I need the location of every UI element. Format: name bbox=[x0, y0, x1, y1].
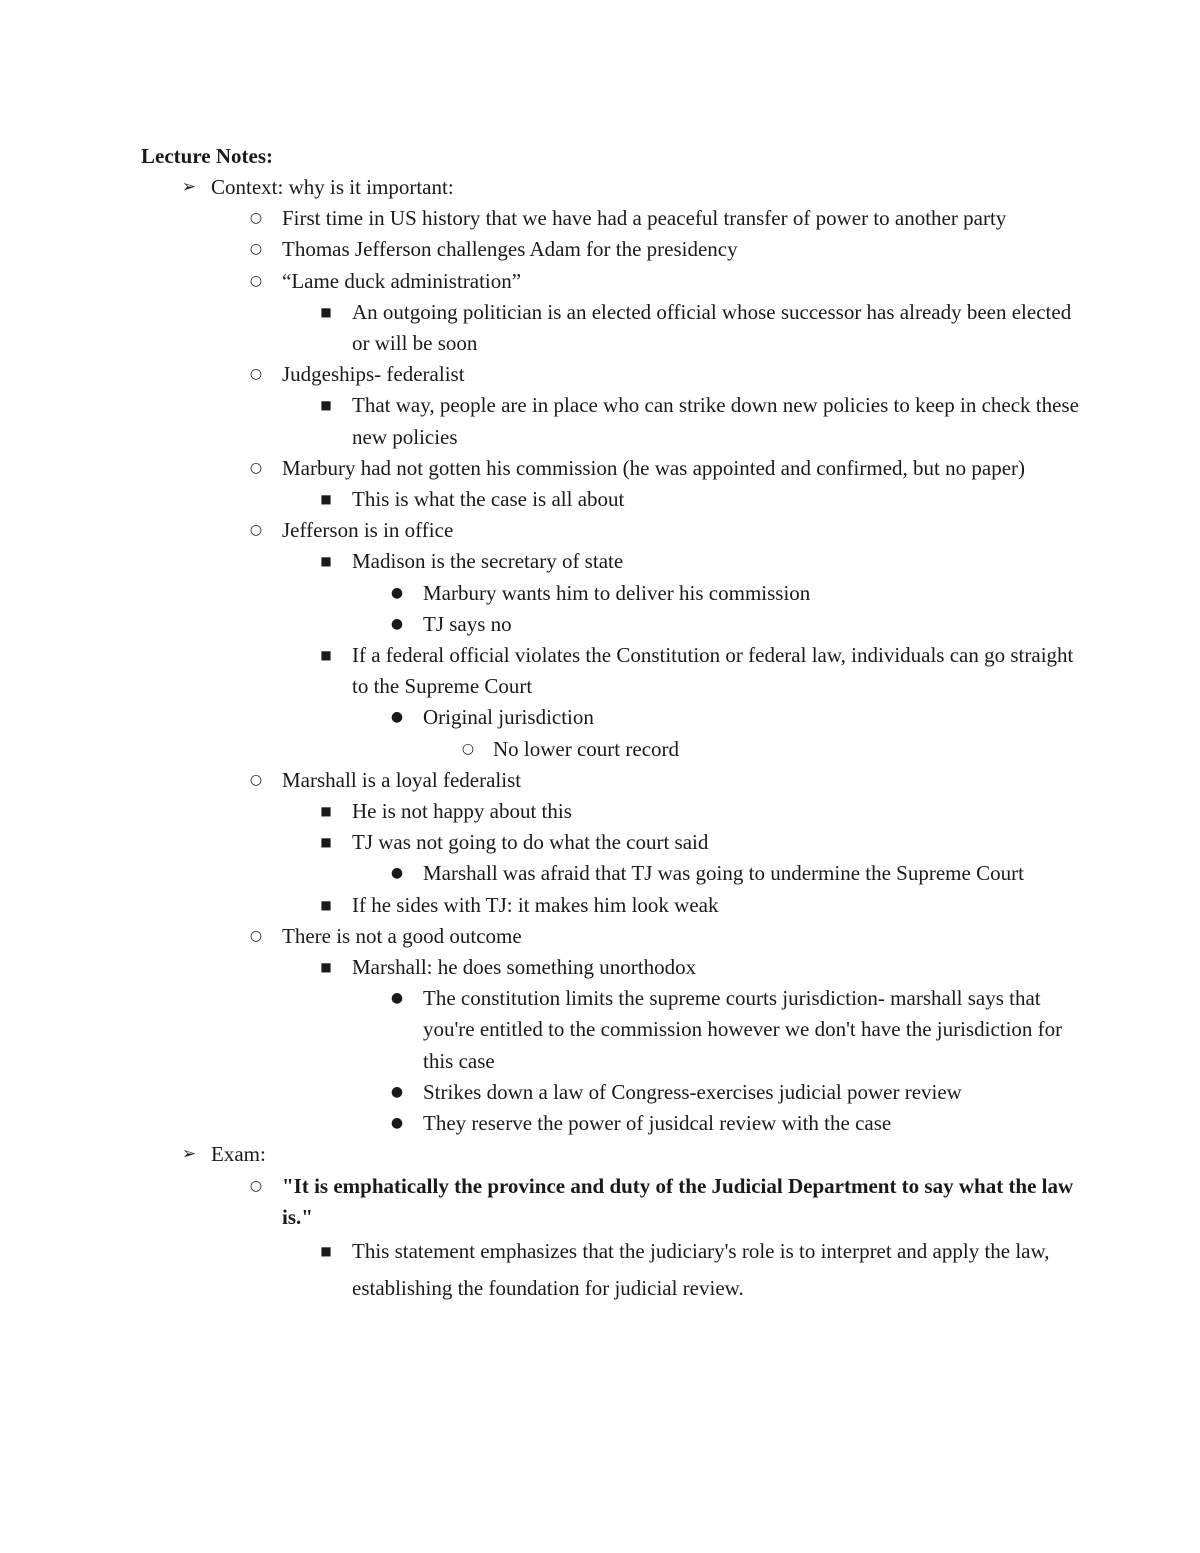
list-item bbox=[141, 484, 1081, 515]
dot-bullet-icon: ● bbox=[390, 990, 404, 1007]
circle-bullet-icon: ○ bbox=[249, 210, 263, 227]
square-bullet-icon: ■ bbox=[320, 304, 332, 319]
list-item bbox=[141, 453, 1081, 484]
circle-bullet-icon: ○ bbox=[249, 1177, 263, 1194]
list-item bbox=[141, 702, 1081, 733]
list-item-text: First time in US history that we have had a peaceful transfer of power to another party bbox=[282, 206, 1007, 231]
dot-bullet-icon: ● bbox=[390, 865, 404, 882]
square-bullet-icon: ■ bbox=[320, 897, 332, 912]
dot-bullet-icon: ● bbox=[390, 709, 404, 726]
list-item-text: If a federal official violates the Constitution or federal law, individuals can go straight to the Supreme Court bbox=[352, 643, 1074, 699]
square-bullet-icon: ■ bbox=[320, 554, 332, 569]
arrow-bullet-icon: ➢ bbox=[181, 177, 197, 197]
list-item-text: He is not happy about this bbox=[352, 799, 572, 824]
circle-bullet-icon: ○ bbox=[249, 366, 263, 383]
list-item bbox=[141, 1139, 1081, 1170]
list-item-text: An outgoing politician is an elected official whose successor has already been elected or will be soon bbox=[352, 299, 1072, 356]
list-item bbox=[141, 952, 1081, 983]
square-bullet-icon: ■ bbox=[320, 835, 332, 850]
list-item bbox=[141, 203, 1081, 234]
list-item-text: There is not a good outcome bbox=[282, 923, 522, 948]
square-bullet-icon: ■ bbox=[320, 492, 332, 507]
list-item-text: Marshall is a loyal federalist bbox=[282, 767, 522, 792]
dot-bullet-icon: ● bbox=[390, 615, 404, 632]
list-item-text: “Lame duck administration” bbox=[282, 268, 522, 293]
list-item bbox=[141, 234, 1081, 265]
list-item bbox=[141, 858, 1081, 889]
list-item bbox=[141, 734, 1081, 765]
list-item-text: Jefferson is in office bbox=[282, 518, 454, 543]
circle-bullet-icon: ○ bbox=[249, 522, 263, 539]
list-item-text: Context: why is it important: bbox=[211, 175, 454, 199]
list-item-text: If he sides with TJ: it makes him look weak bbox=[352, 892, 719, 917]
list-item bbox=[141, 515, 1081, 546]
list-item-text: The constitution limits the supreme courts jurisdiction- marshall says that you're entitled to the commission however we don't have the jurisdiction for this case bbox=[423, 986, 1063, 1073]
arrow-bullet-icon: ➢ bbox=[181, 1144, 197, 1165]
list-item-text: Strikes down a law of Congress-exercises judicial power review bbox=[423, 1079, 962, 1104]
list-item-text: No lower court record bbox=[493, 736, 680, 761]
dot-bullet-icon: ● bbox=[390, 1115, 404, 1132]
exam-quote-text: "It is emphatically the province and duty of the Judicial Department to say what the law is." bbox=[282, 1173, 1074, 1229]
list-item-text: This is what the case is all about bbox=[352, 487, 625, 512]
list-item bbox=[141, 172, 1081, 203]
list-item bbox=[141, 1233, 1081, 1307]
list-item-text: Thomas Jefferson challenges Adam for the presidency bbox=[282, 237, 738, 262]
list-item-text: Marshall was afraid that TJ was going to undermine the Supreme Court bbox=[423, 861, 1024, 886]
list-item-text: Marbury wants him to deliver his commission bbox=[423, 580, 811, 605]
circle-bullet-icon: ○ bbox=[461, 740, 475, 757]
list-item bbox=[141, 578, 1081, 609]
square-bullet-icon: ■ bbox=[320, 398, 332, 413]
list-item bbox=[141, 921, 1081, 952]
list-item bbox=[141, 890, 1081, 921]
list-item bbox=[141, 1171, 1081, 1233]
list-item-text: This statement emphasizes that the judiciary's role is to interpret and apply the law, establishing the foundation for judicial review. bbox=[352, 1238, 1050, 1300]
list-item-text: TJ says no bbox=[423, 611, 512, 636]
dot-bullet-icon: ● bbox=[390, 584, 404, 601]
square-bullet-icon: ■ bbox=[320, 804, 332, 819]
list-item bbox=[141, 359, 1081, 390]
list-item bbox=[141, 546, 1081, 577]
list-item-text: They reserve the power of jusidcal review with the case bbox=[423, 1111, 892, 1136]
circle-bullet-icon: ○ bbox=[249, 241, 263, 258]
list-item bbox=[141, 640, 1081, 702]
document-page bbox=[141, 141, 1081, 1307]
list-item bbox=[141, 765, 1081, 796]
list-item bbox=[141, 609, 1081, 640]
list-item bbox=[141, 266, 1081, 297]
list-item bbox=[141, 827, 1081, 858]
list-item-text: Judgeships- federalist bbox=[282, 362, 465, 387]
dot-bullet-icon: ● bbox=[390, 1083, 404, 1100]
list-item-text: Original jurisdiction bbox=[423, 705, 594, 730]
list-item-text: Exam: bbox=[211, 1142, 266, 1167]
circle-bullet-icon: ○ bbox=[249, 272, 263, 289]
circle-bullet-icon: ○ bbox=[249, 927, 263, 944]
list-item-text: That way, people are in place who can strike down new policies to keep in check these new policies bbox=[352, 393, 1079, 449]
list-item bbox=[141, 297, 1081, 359]
list-item bbox=[141, 983, 1081, 1077]
list-item-text: Marbury had not gotten his commission (he was appointed and confirmed, but no paper) bbox=[282, 455, 1025, 480]
list-item bbox=[141, 1077, 1081, 1108]
circle-bullet-icon: ○ bbox=[249, 459, 263, 476]
square-bullet-icon: ■ bbox=[320, 648, 332, 663]
square-bullet-icon: ■ bbox=[320, 960, 332, 975]
list-item bbox=[141, 796, 1081, 827]
list-item-text: Marshall: he does something unorthodox bbox=[352, 955, 697, 980]
list-item bbox=[141, 390, 1081, 452]
list-item-text: TJ was not going to do what the court said bbox=[352, 830, 709, 855]
lecture-notes-heading: Lecture Notes: bbox=[141, 144, 273, 168]
circle-bullet-icon: ○ bbox=[249, 771, 263, 788]
list-item-text: Madison is the secretary of state bbox=[352, 549, 624, 574]
list-item bbox=[141, 1108, 1081, 1139]
square-bullet-icon: ■ bbox=[320, 1243, 332, 1258]
